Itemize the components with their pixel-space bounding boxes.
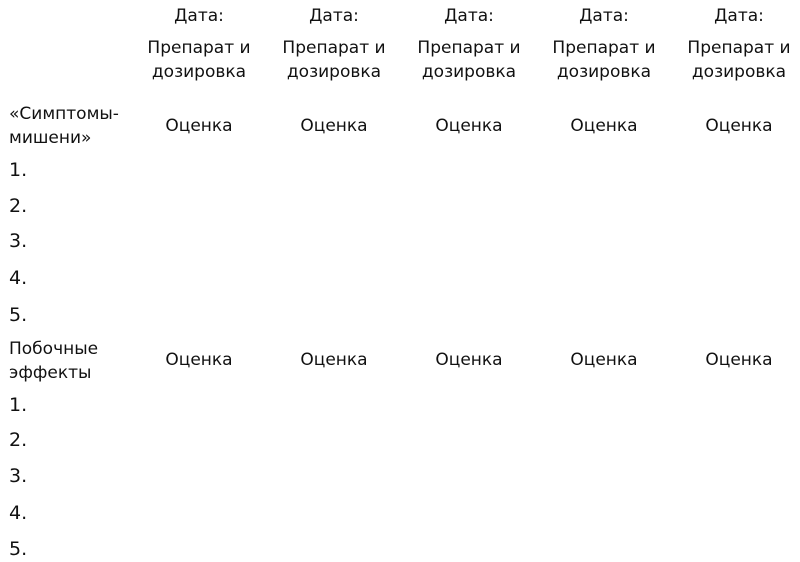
section-label-target-symptoms: «Симптомы-мишени» [9, 104, 119, 148]
list-item-number: 4. [9, 502, 28, 524]
score-label: Оценка [300, 350, 368, 370]
section-label-side-effects: Побочные эффекты [9, 339, 99, 383]
list-item-number: 1. [9, 159, 28, 181]
score-label: Оценка [435, 116, 503, 136]
list-item-number: 3. [9, 465, 28, 487]
column-date-label: Дата: [444, 6, 494, 26]
score-label: Оценка [435, 350, 503, 370]
score-label: Оценка [570, 116, 638, 136]
column-date-label: Дата: [714, 6, 764, 26]
column-date-label: Дата: [309, 6, 359, 26]
column-date-label: Дата: [174, 6, 224, 26]
list-item-number: 5. [9, 538, 28, 560]
score-label: Оценка [570, 350, 638, 370]
list-item-number: 4. [9, 267, 28, 289]
list-item-number: 2. [9, 429, 28, 451]
score-label: Оценка [705, 350, 773, 370]
score-label: Оценка [165, 116, 233, 136]
column-date-label: Дата: [579, 6, 629, 26]
list-item-number: 5. [9, 304, 28, 326]
column-drug-dose-label: Препарат и дозировка [417, 38, 521, 82]
list-item-number: 1. [9, 394, 28, 416]
column-drug-dose-label: Препарат и дозировка [282, 38, 386, 82]
list-item-number: 2. [9, 195, 28, 217]
column-drug-dose-label: Препарат и дозировка [687, 38, 791, 82]
score-label: Оценка [705, 116, 773, 136]
column-drug-dose-label: Препарат и дозировка [147, 38, 251, 82]
column-drug-dose-label: Препарат и дозировка [552, 38, 656, 82]
list-item-number: 3. [9, 230, 28, 252]
score-label: Оценка [165, 350, 233, 370]
score-label: Оценка [300, 116, 368, 136]
